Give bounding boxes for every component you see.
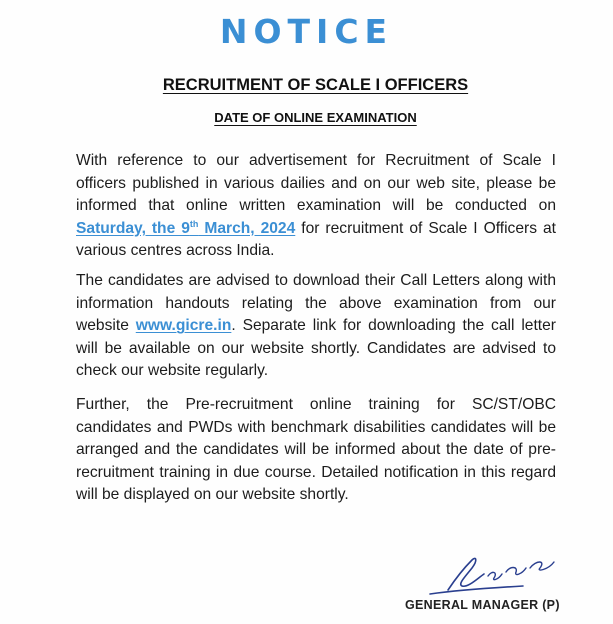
paragraph-exam-date — [76, 150, 556, 263]
paragraph-1-outro: for recruitment of Scale I Officers at various centres across India. — [76, 219, 556, 260]
paragraph-pre-recruitment-training: Further, the Pre-recruitment online training for SC/ST/OBC candidates and PWDs with benchmark disabilities candidates will be arranged and the candidates will be informed about the date of pre-recruitment training in due course. Detailed notification in this regard will be displayed on our website shortly. — [76, 396, 556, 504]
website-link[interactable]: www.gicre.in — [135, 317, 232, 335]
exam-date-highlight — [76, 220, 295, 237]
paragraph-1-intro: With reference to our advertisement for Recruitment of Scale I officers published in various dailies and on our web site, please be informed that online written examination will be conducted on — [76, 152, 556, 215]
exam-date-prefix: Saturday, the 9 — [76, 219, 190, 237]
recruitment-heading: RECRUITMENT OF SCALE I OFFICERS — [162, 76, 469, 94]
exam-date-suffix: March, 2024 — [198, 219, 296, 237]
signatory-designation: GENERAL MANAGER (P) — [405, 598, 560, 612]
notice-title: NOTICE — [219, 12, 394, 51]
paragraph-2-intro: The candidates are advised to download their Call Letters along with information handouts relating the above examination from our website — [76, 272, 556, 335]
signature-image — [428, 550, 558, 600]
exam-date-subheading: DATE OF ONLINE EXAMINATION — [214, 110, 417, 125]
paragraph-call-letters — [76, 270, 556, 383]
exam-date-ordinal: th — [189, 218, 199, 229]
paragraph-2-outro: . Separate link for downloading the call letter will be available on our website shortly. Candidates are advised to check our website regularly. — [76, 317, 556, 380]
